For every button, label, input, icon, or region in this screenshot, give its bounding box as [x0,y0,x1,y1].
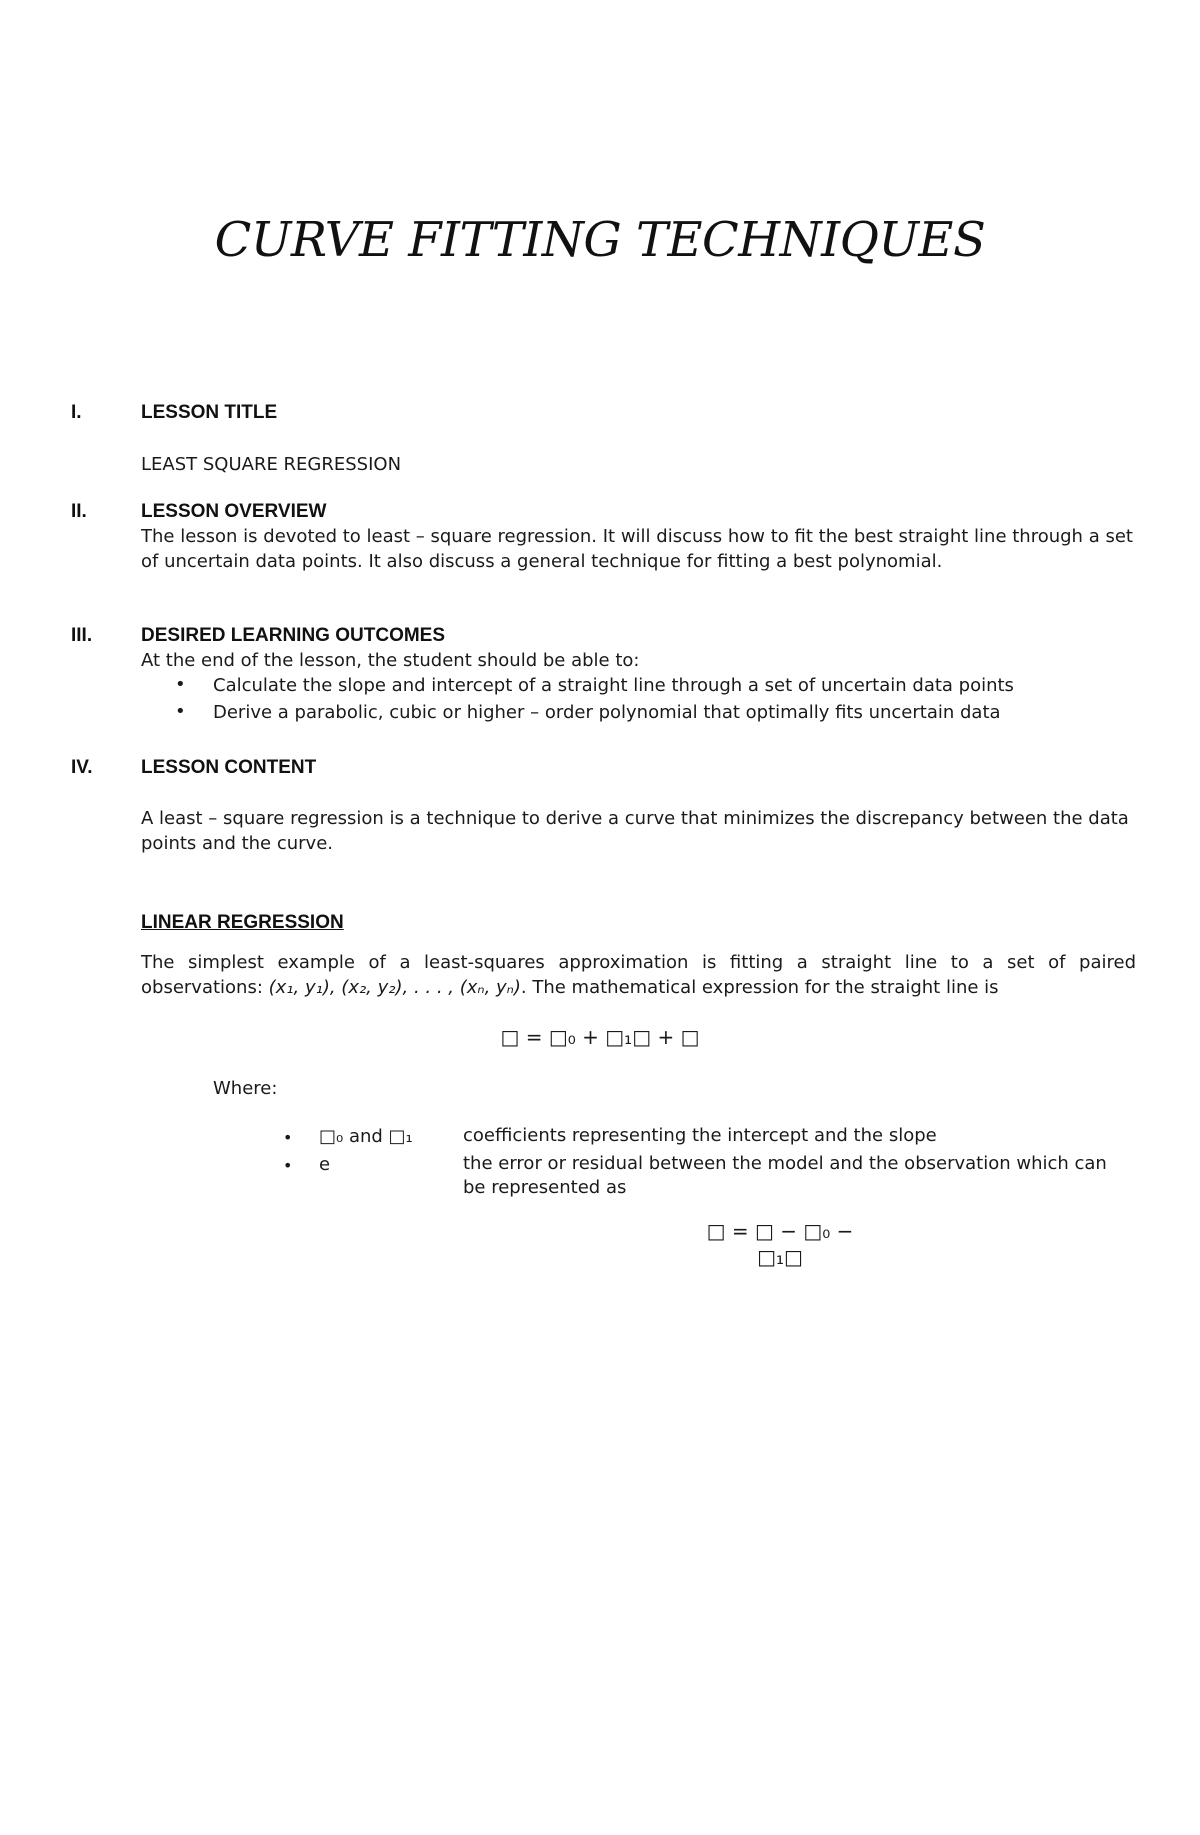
error-equation-line: □ = □ − □₀ − [706,1219,854,1243]
section-title-lesson-overview: LESSON OVERVIEW [141,501,327,522]
where-description: the error or residual between the model and the observation which can be represented as [463,1153,1107,1198]
document-title: CURVE FITTING TECHNIQUES [214,212,986,268]
observation-pairs: (x₁, y₁), (x₂, y₂), . . . , (xₙ, yₙ) [268,977,521,998]
paragraph-text: . The mathematical expression for the straight line is [520,977,999,998]
lesson-title-text: LEAST SQUARE REGRESSION [141,454,402,475]
section-title-lesson-title: LESSON TITLE [141,402,278,423]
error-equation [700,1218,860,1270]
where-term: e [319,1154,331,1175]
linear-regression-paragraph [141,950,1136,1000]
section-number: II. [71,501,87,522]
linear-regression-heading: LINEAR REGRESSION [141,912,344,933]
bullet-icon: • [175,701,186,722]
outcomes-intro: At the end of the lesson, the student should be able to: [141,650,640,671]
section-number: III. [71,625,93,646]
bullet-icon: • [283,1128,293,1147]
straight-line-equation: □ = □₀ + □₁□ + □ [500,1025,700,1049]
paragraph-text: The simplest example of a least-squares approximation is fitting a straight line to a set of paired observations: [141,952,1136,998]
section-title-desired-outcomes: DESIRED LEARNING OUTCOMES [141,625,446,646]
where-term: □₀ and □₁ [319,1126,413,1147]
error-equation-line: □₁□ [757,1245,803,1269]
section-number: IV. [71,757,93,778]
outcome-item: Calculate the slope and intercept of a straight line through a set of uncertain data points [213,675,1014,696]
overview-paragraph: The lesson is devoted to least – square regression. It will discuss how to fit the best straight line through a set of uncertain data points. It also discuss a general technique for fitting a best polynomial. [141,526,1133,572]
section-number: I. [71,402,82,423]
content-intro-paragraph: A least – square regression is a technique to derive a curve that minimizes the discrepancy between the data points and the curve. [141,808,1129,854]
where-label: Where: [213,1078,278,1099]
bullet-icon: • [283,1156,293,1175]
outcome-item: Derive a parabolic, cubic or higher – order polynomial that optimally fits uncertain data [213,702,1001,723]
bullet-icon: • [175,674,186,695]
section-title-lesson-content: LESSON CONTENT [141,757,317,778]
where-description: coefficients representing the intercept and the slope [463,1125,937,1146]
